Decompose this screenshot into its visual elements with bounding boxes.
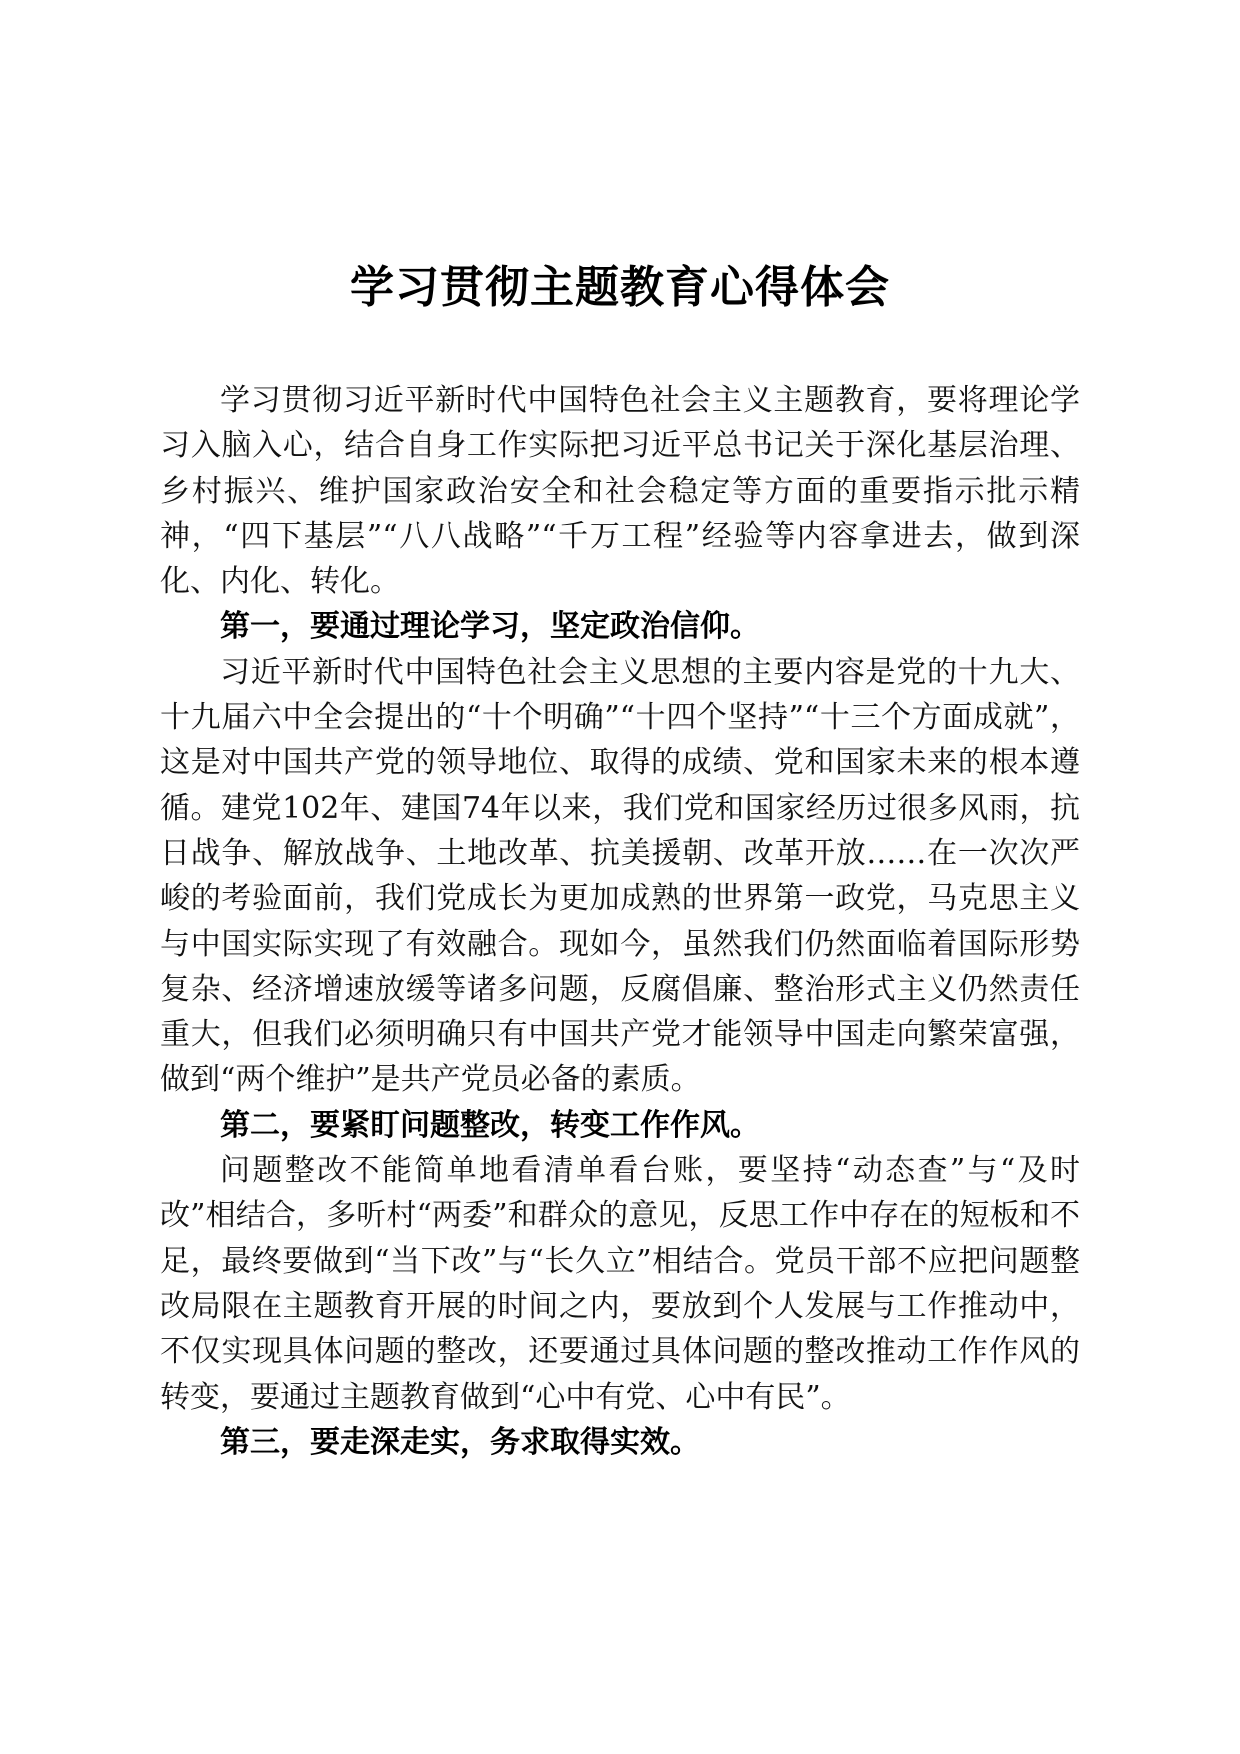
section-1-heading: 第一，要通过理论学习，坚定政治信仰。 bbox=[220, 609, 760, 645]
section-2-paragraph: 问题整改不能简单地看清单看台账，要坚持“动态查”与“及时改”相结合，多听村“两委”和群众的意见，反思工作中存在的短板和不足，最终要做到“当下改”与“长久立”相结合。党员干部不应把问题整改局限在主题教育开展的时间之内，要放到个人发展与工作推动中，不仅实现具体问题的整改，还要通过具体问题的整改推动工作作风的转变，要通过主题教育做到“心中有党、心中有民”。 bbox=[160, 1153, 1080, 1415]
section-1-paragraph: 习近平新时代中国特色社会主义思想的主要内容是党的十九大、十九届六中全会提出的“十个明确”“十四个坚持”“十三个方面成就”，这是对中国共产党的领导地位、取得的成绩、党和国家未来的根本遵循。建党102年、建国74年以来，我们党和国家经历过很多风雨，抗日战争、解放战争、土地改革、抗美援朝、改革开放……在一次次严峻的考验面前，我们党成长为更加成熟的世界第一政党，马克思主义与中国实际实现了有效融合。现如今，虽然我们仍然面临着国际形势复杂、经济增速放缓等诸多问题，反腐倡廉、整治形式主义仍然责任重大，但我们必须明确只有中国共产党才能领导中国走向繁荣富强，做到“两个维护”是共产党员必备的素质。 bbox=[160, 654, 1080, 1098]
section-3-heading: 第三，要走深走实，务求取得实效。 bbox=[220, 1424, 700, 1460]
document-title: 学习贯彻主题教育心得体会 bbox=[350, 262, 890, 313]
intro-paragraph: 学习贯彻习近平新时代中国特色社会主义主题教育，要将理论学习入脑入心，结合自身工作实际把习近平总书记关于深化基层治理、乡村振兴、维护国家政治安全和社会稳定等方面的重要指示批示精神，“四下基层”“八八战略”“千万工程”经验等内容拿进去，做到深化、内化、转化。 bbox=[160, 383, 1080, 600]
document-body bbox=[160, 378, 1080, 1465]
section-2-heading: 第二，要紧盯问题整改，转变工作作风。 bbox=[220, 1107, 760, 1143]
